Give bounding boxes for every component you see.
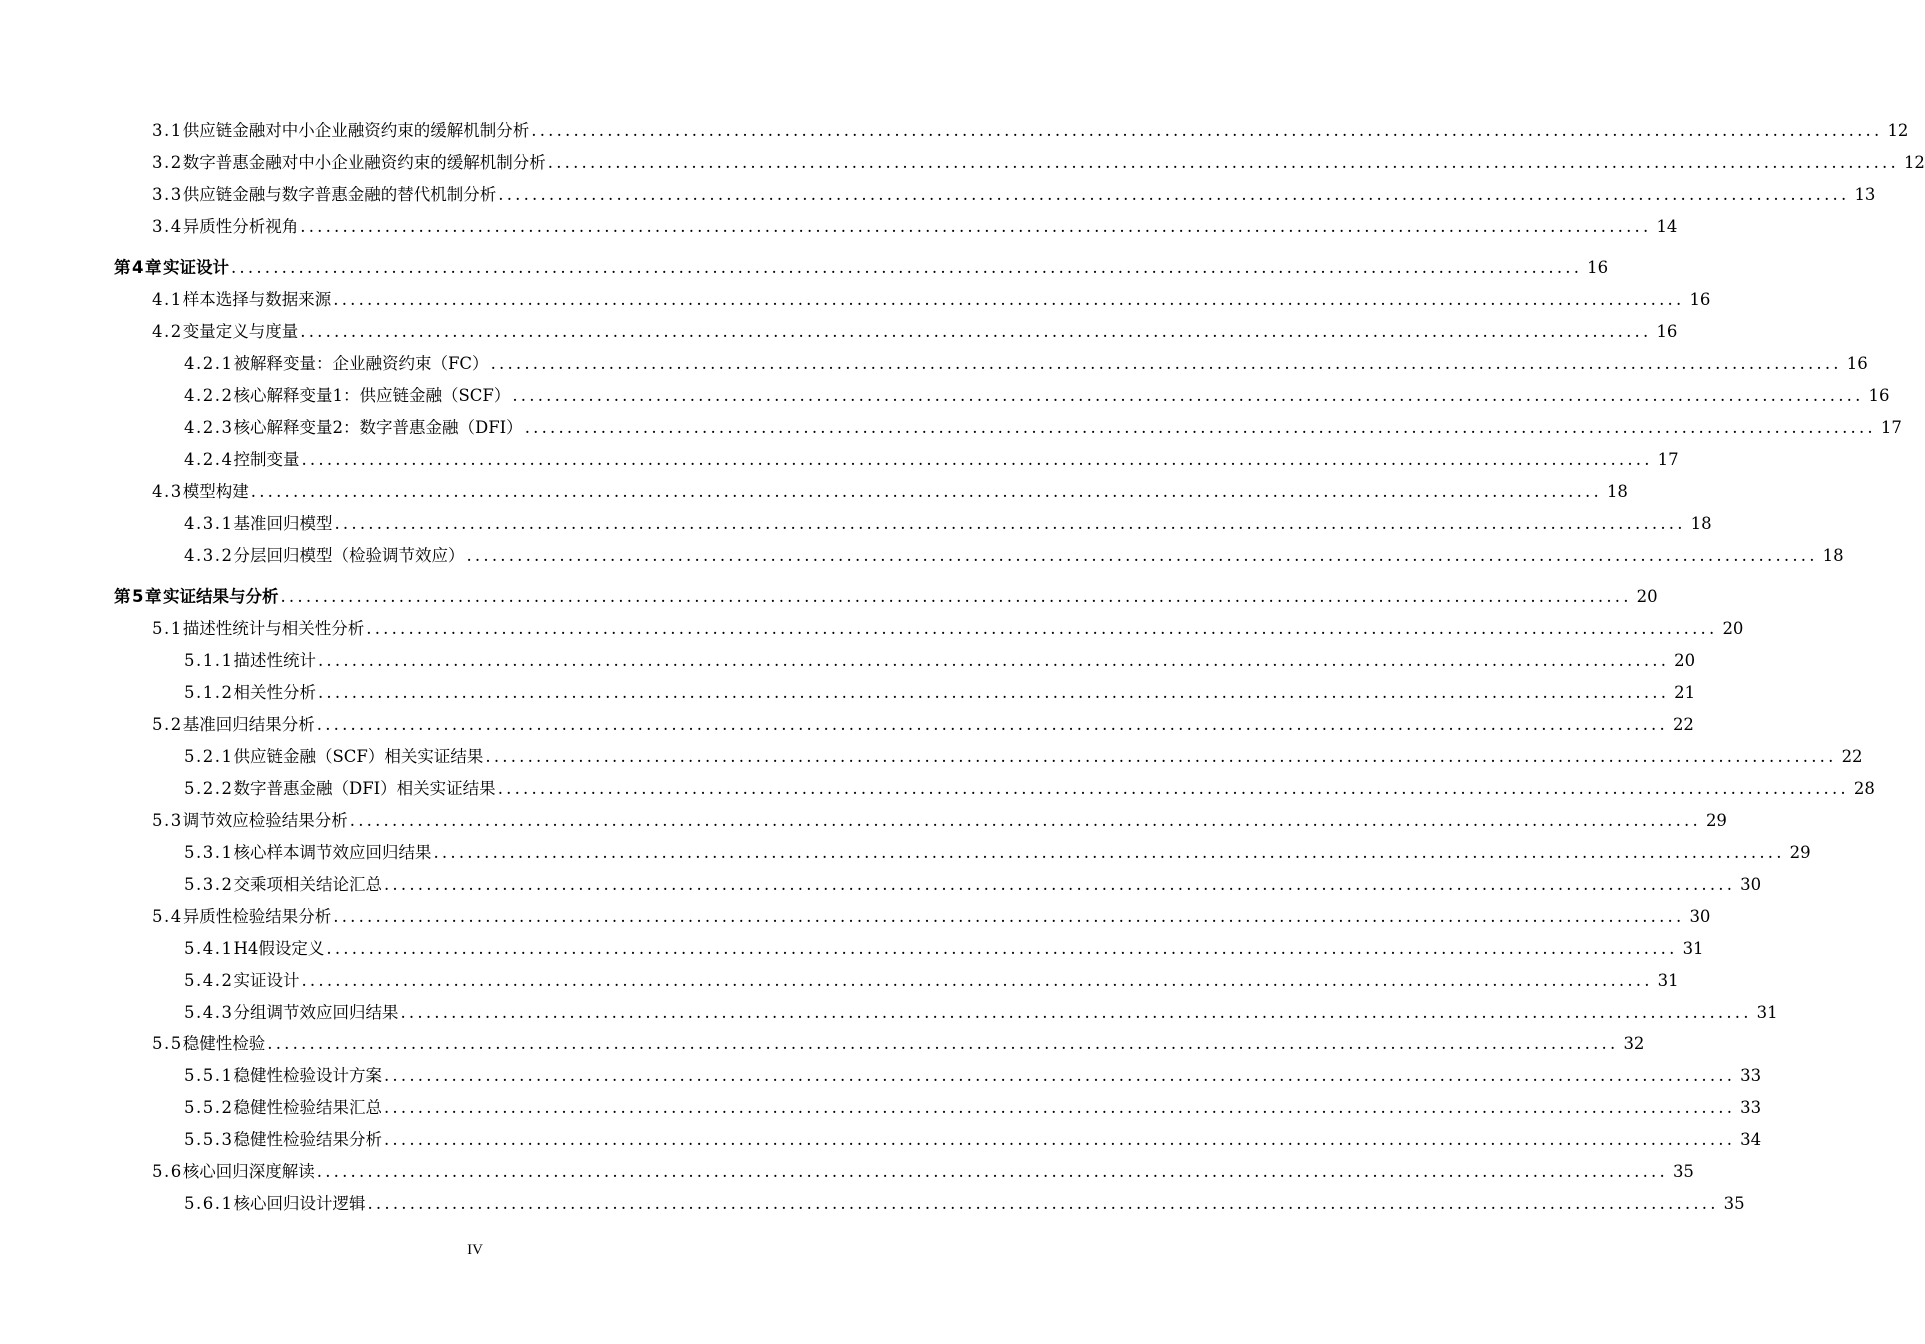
toc-entry[interactable] xyxy=(152,617,1744,641)
toc-entry-number: 5.3.2 xyxy=(184,875,234,894)
toc-entry-number: 4.2.3 xyxy=(184,418,234,437)
toc-entry-page: 16 xyxy=(1846,354,1868,373)
dot-leader: ................................................................................................................................................................ xyxy=(267,1034,1619,1053)
toc-entry-title: 实证结果与分析 xyxy=(162,587,279,606)
dot-leader: ................................................................................................................................................................ xyxy=(547,153,1899,172)
dot-leader: ................................................................................................................................................................ xyxy=(349,811,1701,830)
toc-entry-title: 实证设计 xyxy=(162,258,229,277)
toc-entry-page: 29 xyxy=(1705,811,1727,830)
dot-leader: ................................................................................................................................................................ xyxy=(250,482,1602,501)
toc-entry[interactable] xyxy=(184,384,1890,408)
toc-entry-title: 异质性检验结果分析 xyxy=(182,907,332,926)
toc-entry[interactable] xyxy=(184,1192,1745,1216)
toc-entry-page: 31 xyxy=(1756,1003,1778,1022)
toc-entry[interactable] xyxy=(184,777,1875,801)
toc-entry-title: 稳健性检验结果汇总 xyxy=(233,1098,382,1117)
toc-entry-number: 第5章 xyxy=(114,587,163,606)
toc-entry-title: 基准回归结果分析 xyxy=(182,715,315,734)
dot-leader: ................................................................................................................................................................ xyxy=(433,843,1785,862)
toc-entry-title: 描述性统计与相关性分析 xyxy=(182,619,365,638)
toc-entry-number: 3.2 xyxy=(152,153,183,172)
toc-entry-title: 核心解释变量2：数字普惠金融（DFI） xyxy=(233,418,523,437)
toc-entry-title: 控制变量 xyxy=(233,450,300,469)
dot-leader: ................................................................................................................................................................ xyxy=(230,258,1583,277)
toc-entry-title: 供应链金融对中小企业融资约束的缓解机制分析 xyxy=(182,121,530,140)
toc-entry[interactable] xyxy=(152,905,1711,929)
toc-entry-title: 分层回归模型（检验调节效应） xyxy=(233,546,465,565)
toc-entry-title: 相关性分析 xyxy=(233,683,316,702)
toc-entry-number: 5.4.2 xyxy=(184,971,234,990)
dot-leader: ................................................................................................................................................................ xyxy=(383,1066,1736,1085)
toc-entry[interactable] xyxy=(152,1032,1645,1056)
toc-entry[interactable] xyxy=(152,215,1678,239)
toc-entry-number: 5.6 xyxy=(152,1162,183,1181)
toc-entry-page: 12 xyxy=(1887,121,1909,140)
toc-entry-title: 调节效应检验结果分析 xyxy=(182,811,348,830)
toc-entry-title: 数字普惠金融（DFI）相关实证结果 xyxy=(233,779,496,798)
dot-leader: ................................................................................................................................................................ xyxy=(531,121,1883,140)
toc-entry-page: 30 xyxy=(1689,907,1711,926)
toc-entry-title: 稳健性检验 xyxy=(182,1034,266,1053)
dot-leader: ................................................................................................................................................................ xyxy=(300,217,1652,236)
toc-entry-number: 5.3 xyxy=(152,811,183,830)
page-number-footer: IV xyxy=(467,1242,483,1258)
toc-entry-page: 35 xyxy=(1672,1162,1694,1181)
toc-entry-title: 稳健性检验设计方案 xyxy=(233,1066,382,1085)
dot-leader: ................................................................................................................................................................ xyxy=(317,651,1670,670)
toc-entry-title: 核心样本调节效应回归结果 xyxy=(233,843,432,862)
dot-leader: ................................................................................................................................................................ xyxy=(485,747,1837,766)
toc-entry-page: 34 xyxy=(1740,1130,1762,1149)
toc-entry-number: 4.3.2 xyxy=(184,546,234,565)
dot-leader: ................................................................................................................................................................ xyxy=(466,546,1818,565)
dot-leader: ................................................................................................................................................................ xyxy=(400,1003,1752,1022)
toc-entry[interactable] xyxy=(152,320,1678,344)
toc-entry-page: 21 xyxy=(1674,683,1696,702)
toc-entry-number: 4.2 xyxy=(152,322,183,341)
toc-entry-page: 20 xyxy=(1674,651,1696,670)
toc-entry-number: 4.2.4 xyxy=(184,450,234,469)
dot-leader: ................................................................................................................................................................ xyxy=(512,386,1864,405)
toc-entry-title: 核心解释变量1：供应链金融（SCF） xyxy=(233,386,511,405)
toc-entry-number: 第4章 xyxy=(114,258,163,277)
toc-entry-title: 模型构建 xyxy=(182,482,249,501)
dot-leader: ................................................................................................................................................................ xyxy=(301,450,1653,469)
toc-entry-page: 32 xyxy=(1623,1034,1645,1053)
dot-leader: ................................................................................................................................................................ xyxy=(316,715,1668,734)
dot-leader: ................................................................................................................................................................ xyxy=(490,354,1842,373)
toc-entry-title: 实证设计 xyxy=(233,971,300,990)
toc-entry-title: H4假设定义 xyxy=(233,939,325,958)
dot-leader: ................................................................................................................................................................ xyxy=(333,290,1685,309)
toc-entry-number: 4.3 xyxy=(152,482,183,501)
toc-entry-number: 5.1.2 xyxy=(184,683,234,702)
toc-entry-page: 14 xyxy=(1656,217,1678,236)
toc-entry-page: 18 xyxy=(1822,546,1844,565)
toc-entry-page: 33 xyxy=(1740,1098,1762,1117)
toc-entry-page: 20 xyxy=(1722,619,1744,638)
dot-leader: ................................................................................................................................................................ xyxy=(326,939,1678,958)
toc-entry-number: 5.1.1 xyxy=(184,651,234,670)
toc-entry[interactable] xyxy=(152,809,1727,833)
toc-entry[interactable] xyxy=(152,151,1925,175)
toc-entry-title: 变量定义与度量 xyxy=(182,322,299,341)
toc-entry[interactable] xyxy=(184,1096,1762,1120)
toc-entry-title: 样本选择与数据来源 xyxy=(182,290,332,309)
dot-leader: ................................................................................................................................................................ xyxy=(366,619,1718,638)
toc-entry-title: 描述性统计 xyxy=(233,651,316,670)
toc-entry-title: 基准回归模型 xyxy=(233,514,333,533)
toc-entry-title: 分组调节效应回归结果 xyxy=(233,1003,399,1022)
toc-entry-title: 数字普惠金融对中小企业融资约束的缓解机制分析 xyxy=(182,153,546,172)
toc-entry-page: 16 xyxy=(1656,322,1678,341)
toc-entry[interactable] xyxy=(184,841,1811,865)
toc-entry-page: 20 xyxy=(1636,587,1658,606)
toc-entry-title: 供应链金融（SCF）相关实证结果 xyxy=(233,747,484,766)
toc-entry-number: 5.4.3 xyxy=(184,1003,234,1022)
toc-entry-page: 35 xyxy=(1723,1194,1745,1213)
dot-leader: ................................................................................................................................................................ xyxy=(300,322,1652,341)
toc-entry-page: 18 xyxy=(1690,514,1712,533)
toc-entry-page: 29 xyxy=(1789,843,1811,862)
toc-entry-number: 3.1 xyxy=(152,121,183,140)
dot-leader: ................................................................................................................................................................ xyxy=(383,1130,1736,1149)
toc-entry-number: 5.2 xyxy=(152,715,183,734)
dot-leader: ................................................................................................................................................................ xyxy=(524,418,1876,437)
dot-leader: ................................................................................................................................................................ xyxy=(333,907,1685,926)
toc-entry-number: 5.4.1 xyxy=(184,939,234,958)
toc-entry-page: 16 xyxy=(1868,386,1890,405)
toc-entry-page: 22 xyxy=(1672,715,1694,734)
toc-entry[interactable] xyxy=(184,1064,1762,1088)
toc-entry-page: 17 xyxy=(1657,450,1679,469)
toc-entry[interactable] xyxy=(184,416,1902,440)
toc-entry[interactable] xyxy=(152,288,1711,312)
toc-entry[interactable] xyxy=(184,1001,1778,1025)
toc-entry[interactable] xyxy=(114,256,1609,280)
toc-entry-number: 4.2.2 xyxy=(184,386,234,405)
toc-entry[interactable] xyxy=(184,681,1696,705)
toc-entry[interactable] xyxy=(184,649,1696,673)
toc-entry-page: 33 xyxy=(1740,1066,1762,1085)
toc-entry-number: 5.5 xyxy=(152,1034,183,1053)
toc-entry-page: 22 xyxy=(1841,747,1863,766)
toc-entry[interactable] xyxy=(184,544,1844,568)
toc-entry-number: 4.3.1 xyxy=(184,514,234,533)
toc-entry-number: 4.2.1 xyxy=(184,354,234,373)
toc-entry-number: 5.1 xyxy=(152,619,183,638)
toc-entry[interactable] xyxy=(114,585,1658,609)
toc-entry-title: 核心回归深度解读 xyxy=(182,1162,315,1181)
dot-leader: ................................................................................................................................................................ xyxy=(334,514,1686,533)
toc-entry-title: 被解释变量：企业融资约束（FC） xyxy=(233,354,489,373)
toc-entry[interactable] xyxy=(184,969,1679,993)
dot-leader: ................................................................................................................................................................ xyxy=(497,779,1849,798)
toc-entry[interactable] xyxy=(184,448,1679,472)
toc-entry-number: 5.5.1 xyxy=(184,1066,234,1085)
toc-entry-number: 4.1 xyxy=(152,290,183,309)
dot-leader: ................................................................................................................................................................ xyxy=(317,683,1670,702)
toc-entry[interactable] xyxy=(184,745,1863,769)
dot-leader: ................................................................................................................................................................ xyxy=(383,1098,1736,1117)
toc-entry-number: 5.6.1 xyxy=(184,1194,234,1213)
toc-entry[interactable] xyxy=(184,873,1762,897)
toc-entry-number: 5.5.2 xyxy=(184,1098,234,1117)
toc-entry-title: 交乘项相关结论汇总 xyxy=(233,875,382,894)
dot-leader: ................................................................................................................................................................ xyxy=(316,1162,1668,1181)
dot-leader: ................................................................................................................................................................ xyxy=(280,587,1632,606)
toc-entry-number: 5.3.1 xyxy=(184,843,234,862)
toc-entry-page: 28 xyxy=(1853,779,1875,798)
toc-entry[interactable] xyxy=(152,480,1628,504)
toc-entry[interactable] xyxy=(184,352,1868,376)
toc-entry-number: 5.5.3 xyxy=(184,1130,234,1149)
toc-entry-title: 供应链金融与数字普惠金融的替代机制分析 xyxy=(182,185,497,204)
dot-leader: ................................................................................................................................................................ xyxy=(498,185,1850,204)
toc-entry-number: 3.3 xyxy=(152,185,183,204)
toc-entry[interactable] xyxy=(184,512,1712,536)
toc-entry[interactable] xyxy=(152,1160,1694,1184)
dot-leader: ................................................................................................................................................................ xyxy=(367,1194,1719,1213)
toc-entry[interactable] xyxy=(152,183,1876,207)
dot-leader: ................................................................................................................................................................ xyxy=(301,971,1653,990)
toc-entry-page: 16 xyxy=(1689,290,1711,309)
toc-entry[interactable] xyxy=(184,937,1704,961)
toc-entry-title: 异质性分析视角 xyxy=(182,217,299,236)
toc-entry[interactable] xyxy=(152,713,1694,737)
toc-entry-page: 17 xyxy=(1880,418,1902,437)
toc-entry-number: 5.4 xyxy=(152,907,183,926)
toc-entry-page: 30 xyxy=(1740,875,1762,894)
toc-entry[interactable] xyxy=(152,119,1909,143)
toc-entry-number: 5.2.2 xyxy=(184,779,234,798)
toc-entry-title: 稳健性检验结果分析 xyxy=(233,1130,382,1149)
toc-entry[interactable] xyxy=(184,1128,1762,1152)
toc-entry-page: 16 xyxy=(1587,258,1609,277)
toc-entry-title: 核心回归设计逻辑 xyxy=(233,1194,366,1213)
toc-entry-number: 5.2.1 xyxy=(184,747,234,766)
toc-entry-page: 13 xyxy=(1854,185,1876,204)
toc-entry-number: 3.4 xyxy=(152,217,183,236)
toc-entry-page: 31 xyxy=(1682,939,1704,958)
toc-entry-page: 18 xyxy=(1606,482,1628,501)
toc-entry-page: 12 xyxy=(1903,153,1925,172)
toc-entry-page: 31 xyxy=(1657,971,1679,990)
dot-leader: ................................................................................................................................................................ xyxy=(383,875,1736,894)
